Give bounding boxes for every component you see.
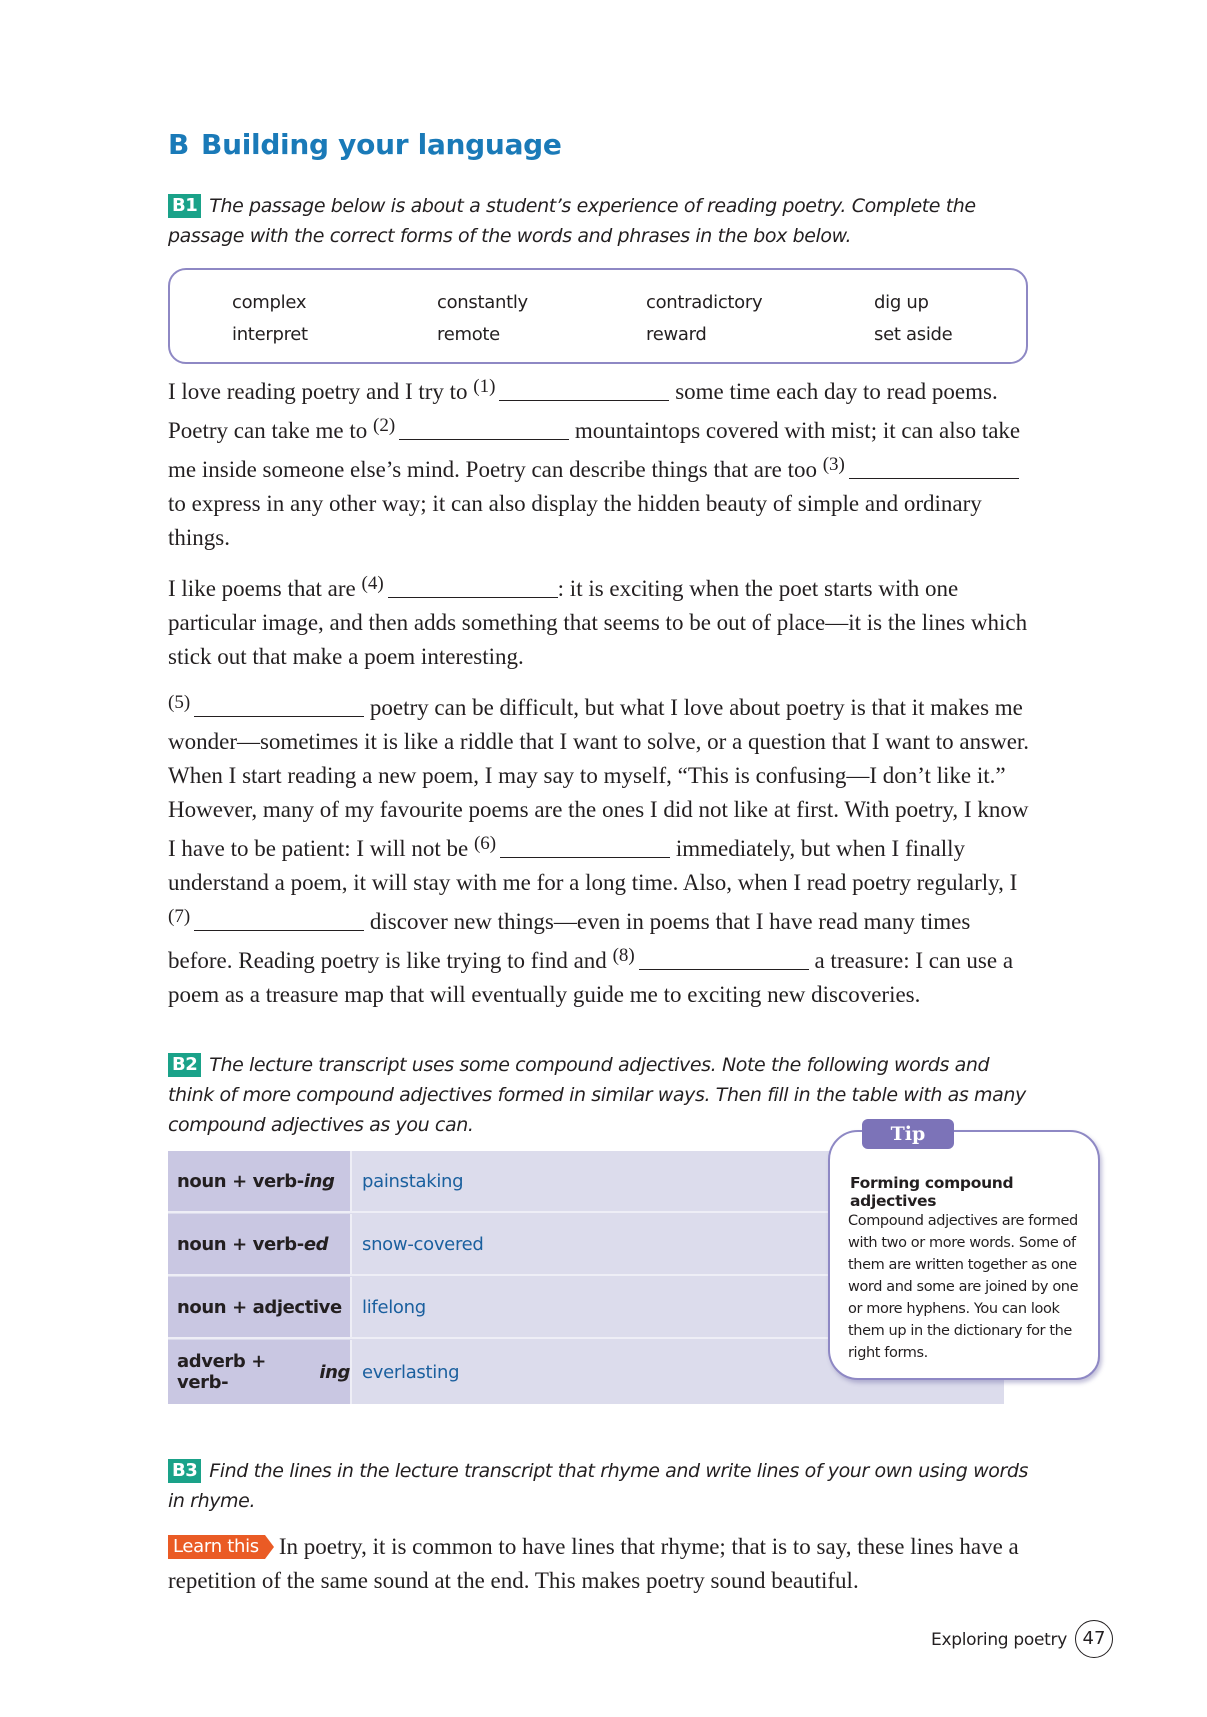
passage-text: a treasure: I can use a poem as a treasure map that will eventually guide me to exciting new discoveries. <box>168 948 1014 1007</box>
b1-badge: B1 <box>168 194 201 218</box>
word-item: interpret <box>232 324 308 345</box>
word-box <box>168 268 1028 364</box>
blank-number: (5) <box>168 692 191 713</box>
passage-paragraph-1 <box>168 370 1038 555</box>
section-letter: B <box>168 128 190 161</box>
learn-this-text: In poetry, it is common to have lines that rhyme; that is to say, these lines have a repetition of the same sound at the end. This makes poetry sound beautiful. <box>168 1534 1019 1593</box>
pattern-cell: noun + verb- ed <box>168 1214 352 1274</box>
example-cell[interactable]: lifelong <box>362 1296 426 1318</box>
b1-instruction-line2: passage with the correct forms of the words and phrases in the box below. <box>168 225 852 247</box>
blank-2[interactable] <box>399 418 569 440</box>
b2-badge: B2 <box>168 1053 201 1077</box>
chapter-label: Exploring poetry <box>931 1630 1067 1650</box>
blank-8[interactable] <box>639 948 809 970</box>
learn-this-badge: Learn this <box>168 1535 265 1559</box>
section-title <box>168 128 562 161</box>
page-number: 47 <box>1075 1620 1113 1658</box>
blank-7[interactable] <box>194 909 364 931</box>
passage-text: I like poems that are <box>168 576 356 601</box>
tip-title: Forming compound adjectives <box>850 1174 1014 1210</box>
passage-text: : it is exciting when the poet starts with one particular image, and then adds something that seems to be out of place—it is the lines which stick out that make a poem interesting. <box>168 576 1028 669</box>
word-item: contradictory <box>646 292 763 313</box>
passage-text: some time each day to read poems. Poetry can take me to <box>168 379 998 443</box>
b3-badge: B3 <box>168 1459 201 1483</box>
blank-number: (4) <box>361 573 384 594</box>
blank-1[interactable] <box>499 379 669 401</box>
b3-instruction <box>168 1456 1038 1516</box>
blank-number: (7) <box>168 906 191 927</box>
b3-instruction-text: Find the lines in the lecture transcript that rhyme and write lines of your own using words in rhyme. <box>168 1460 1029 1512</box>
blank-5[interactable] <box>194 695 364 717</box>
passage-paragraph-2 <box>168 567 1038 674</box>
example-cell[interactable]: painstaking <box>362 1170 464 1192</box>
passage-text: mountaintops covered with mist; it can also take me inside someone else’s mind. Poetry can describe things that are too <box>168 418 1021 482</box>
tip-box <box>828 1123 1100 1380</box>
blank-number: (3) <box>822 454 845 475</box>
blank-number: (8) <box>612 945 635 966</box>
passage <box>168 370 1038 1024</box>
blank-number: (1) <box>473 376 496 397</box>
blank-4[interactable] <box>388 576 558 598</box>
passage-paragraph-3 <box>168 686 1038 1012</box>
pattern-cell: noun + adjective <box>168 1277 352 1337</box>
b1-instruction <box>168 191 1048 251</box>
tip-tab: Tip <box>862 1119 954 1149</box>
pattern-cell: adverb + verb- ing <box>168 1340 352 1404</box>
b1-instruction-line1: The passage below is about a student’s experience of reading poetry. Complete the <box>209 195 976 217</box>
tip-body: Compound adjectives are formed with two or more words. Some of them are written together as one word and some are joined by one or more hyphens. You can look them up in the dictionary for the right forms. <box>848 1213 1079 1361</box>
word-item: remote <box>437 324 500 345</box>
passage-text: to express in any other way; it can also display the hidden beauty of simple and ordinary things. <box>168 491 982 550</box>
example-cell[interactable]: everlasting <box>362 1361 460 1383</box>
word-item: reward <box>646 324 707 345</box>
passage-text: poetry can be difficult, but what I love about poetry is that it makes me wonder—sometimes it is like a riddle that I want to solve, or a question that I want to answer. When I start reading a new poem, I may say to myself, “This is confusing—I don’t like it.” However, many of my favourite poems are the ones I did not like at first. With poetry, I know I have to be patient: I will not be <box>168 695 1030 861</box>
b2-instruction-text: The lecture transcript uses some compound adjectives. Note the following words and think of more compound adjectives formed in similar ways. Then fill in the table with as many compound adjectives as you can. <box>168 1054 1026 1136</box>
word-item: set aside <box>874 324 953 345</box>
pattern-cell: noun + verb- ing <box>168 1151 352 1211</box>
passage-text: immediately, but when I finally understand a poem, it will stay with me for a long time. Also, when I read poetry regularly, I <box>168 836 1018 895</box>
word-item: constantly <box>437 292 528 313</box>
blank-number: (2) <box>373 415 396 436</box>
blank-number: (6) <box>473 833 497 854</box>
learn-this-note <box>168 1530 1068 1598</box>
word-item: dig up <box>874 292 929 313</box>
blank-3[interactable] <box>849 457 1019 479</box>
passage-text: I love reading poetry and I try to <box>168 379 468 404</box>
blank-6[interactable] <box>500 836 670 858</box>
section-title-text: Building your language <box>201 128 562 161</box>
example-cell[interactable]: snow-covered <box>362 1233 484 1255</box>
word-item: complex <box>232 292 307 313</box>
passage-text: discover new things—even in poems that I have read many times before. Reading poetry is like trying to find and <box>168 909 971 973</box>
